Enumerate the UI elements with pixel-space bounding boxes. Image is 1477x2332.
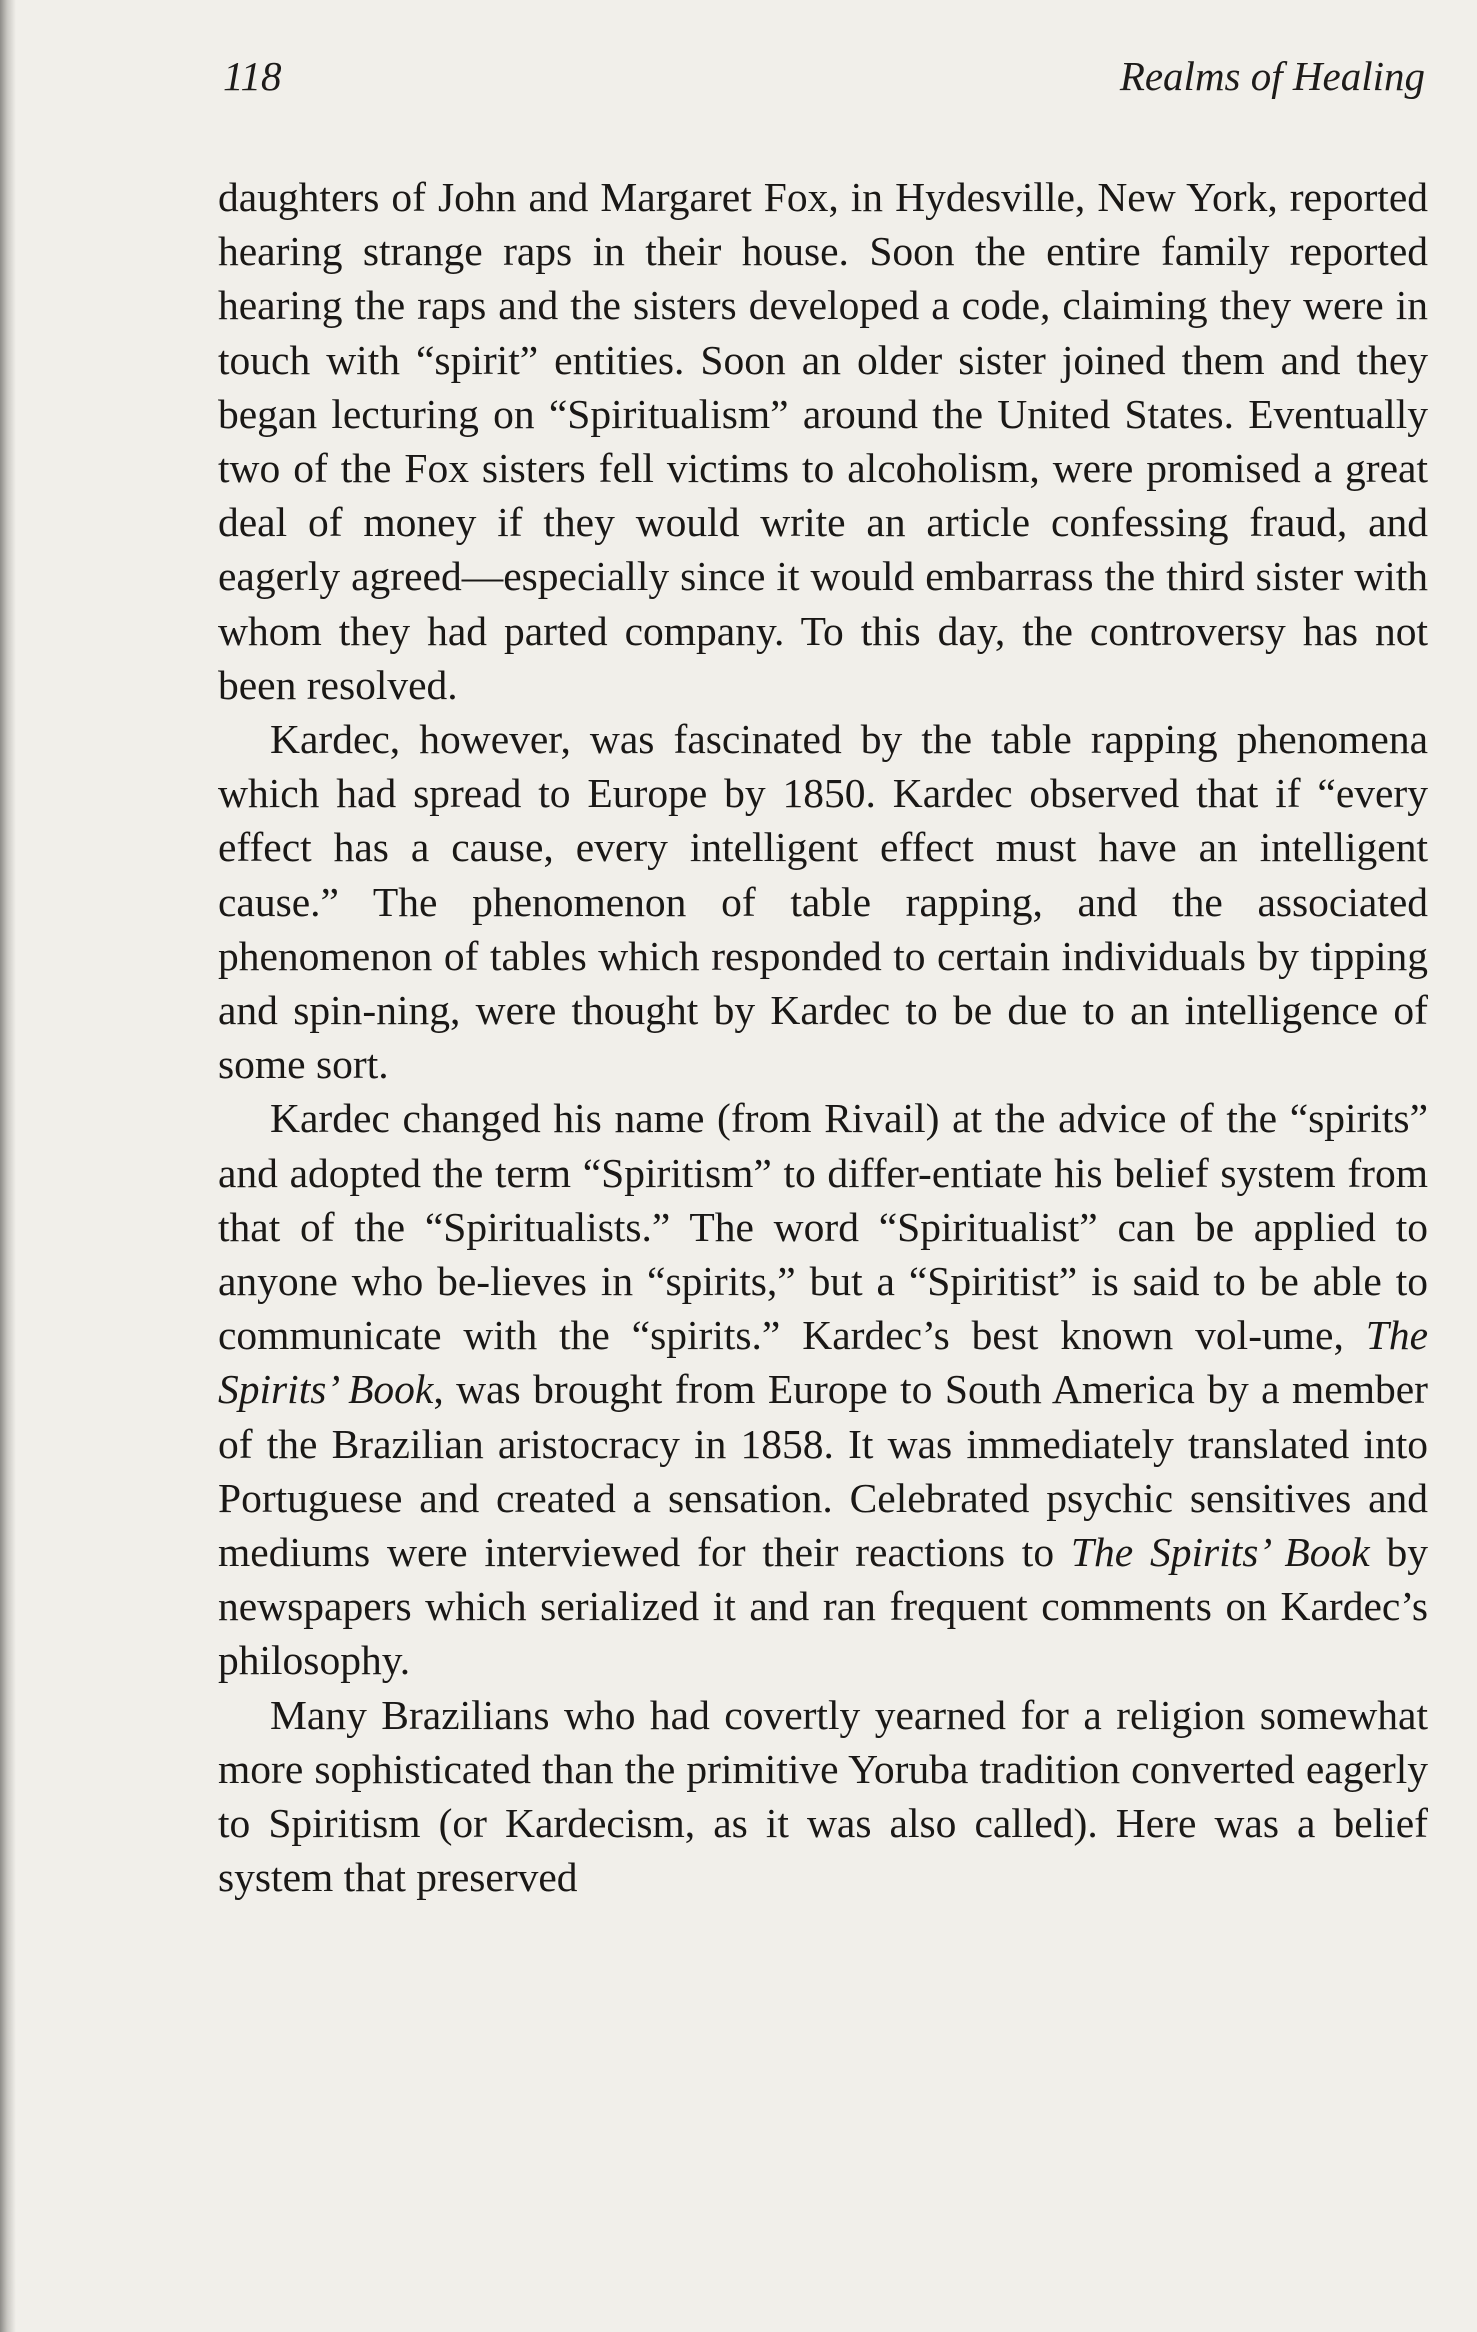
paragraph-spiritism	[218, 1091, 1428, 1687]
book-title: The Spirits’ Book	[1070, 1529, 1370, 1576]
page-number: 118	[223, 53, 282, 99]
paragraph-table-rapping	[218, 712, 1428, 1091]
book-title: The Spirits’ Book	[218, 1312, 1428, 1413]
body-text	[218, 170, 1428, 1905]
text-segment: Kardec, however, was fascinated by the table rapping phenomena which had spread to Europe by 1850. Kardec observed that if “every effect has a cause, every intelligent effect must have an intelligent cause.” The phenomenon of table rapping, and the associated phenomenon of tables which responded to certain individuals by tipping and spin-ning, were thought by Kardec to be due to an intelligence of some sort.	[218, 716, 1428, 1088]
text-segment: by newspapers which serialized it and ran frequent comments on Kardec’s philosophy.	[218, 1529, 1429, 1684]
paragraph-fox-sisters	[218, 170, 1428, 712]
text-segment: Kardec changed his name (from Rivail) at the advice of the “spirits” and adopted the term “Spiritism” to differ-entiate his belief system from that of the “Spiritualists.” The word “Spiritualist” can be applied to anyone who be-lieves in “spirits,” but a “Spiritist” is said to be able to communicate with the “spirits.” Kardec’s best known vol-ume,	[218, 1095, 1428, 1359]
text-segment: daughters of John and Margaret Fox, in Hydesville, New York, reported hearing strange raps in their house. Soon the entire family reported hearing the raps and the sisters developed a code, claiming they were in touch with “spirit” entities. Soon an older sister joined them and they began lecturing on “Spiritualism” around the United States. Eventually two of the Fox sisters fell victims to alcoholism, were promised a great deal of money if they would write an article confessing fraud, and eagerly agreed—especially since it would embarrass the third sister with whom they had parted company. To this day, the controversy has not been resolved.	[218, 174, 1428, 708]
text-segment: , was brought from Europe to South America by a member of the Brazilian aristocracy in 1858. It was immediately translated into Portuguese and created a sensation. Celebrated psychic sensitives and mediums were interviewed for their reactions to	[218, 1366, 1428, 1576]
running-head	[223, 52, 1425, 102]
binding-shadow	[0, 0, 16, 2332]
paragraph-brazilian-converts	[218, 1688, 1428, 1905]
text-segment: Many Brazilians who had covertly yearned for a religion somewhat more sophisticated than the primitive Yoruba tradition converted eagerly to Spiritism (or Kardecism, as it was also called). Here was a belief system that preserved	[218, 1691, 1428, 1901]
running-title: Realms of Healing	[1119, 53, 1425, 99]
